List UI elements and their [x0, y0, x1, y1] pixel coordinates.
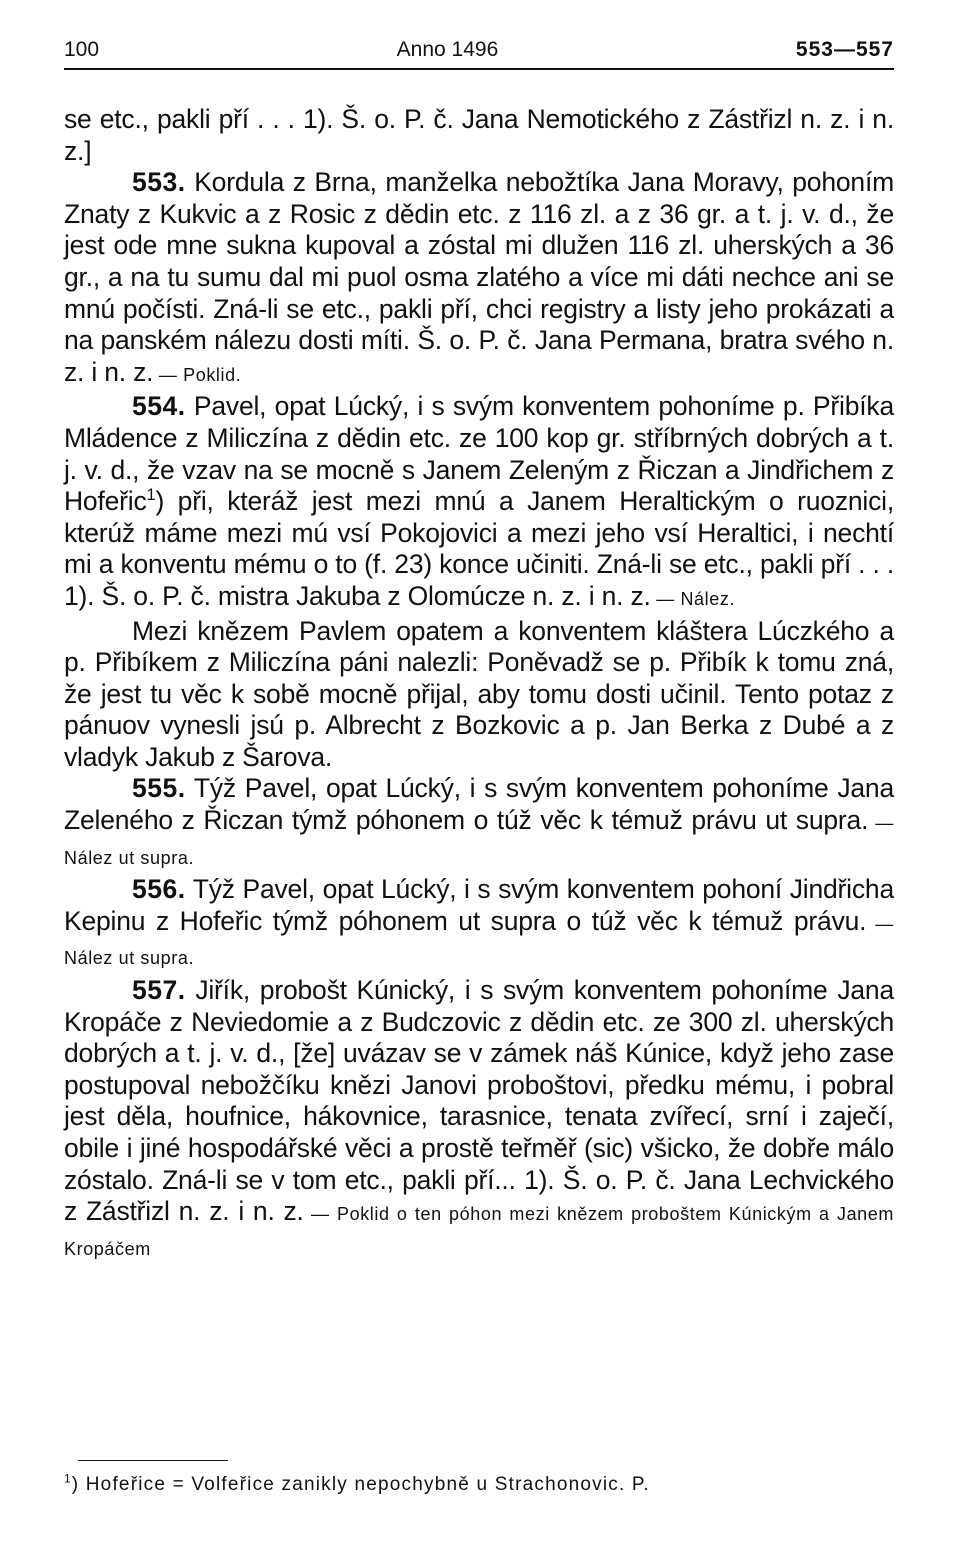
page — [64, 38, 894, 1259]
page-number: 100 — [64, 38, 100, 61]
main-text — [64, 104, 894, 1265]
entry-number: 555. — [132, 773, 186, 804]
entry-note: — Nález ut supra. — [64, 813, 894, 868]
finding-554: Mezi knězem Pavlem opatem a konventem kláštera Lúczkého a p. Přibíkem z Miliczína páni nalezli: Poněvadž se p. Přibík k tomu zná, že jest tu věc k sobě mocně přijal, aby tomu dosti učinil. Tento potaz z pánuov vynesli jsú p. Albrecht z Bozkovic a p. Jan Berka z Dubé a z vladyk Jakub z Šarova. — [64, 615, 894, 772]
footnote-text: ) Hofeřice = Volfeřice zanikly nepochybně u Strachonovic. P. — [71, 1474, 650, 1495]
entry-554 — [64, 391, 894, 615]
entry-note: — Poklid o ten póhon mezi knězem proboštem Kúnickým a Janem Kropáčem — [64, 1204, 894, 1259]
entry-note: — Poklid. — [153, 364, 242, 385]
entry-text-continued: ) při, kteráž jest mezi mnú a Janem Heraltickým o ruoznici, kterúž máme mezi mú vsí Pokojovici a mezi jeho vsí Heraltici, i nechtí mi a konventu mému o to (f. 23) konce učiniti. Zná-li se etc., pakli pří . . . 1). Š. o. P. č. mistra Jakuba z Olomúcze n. z. i n. z. — [64, 486, 894, 611]
entry-number: 554. — [132, 391, 186, 422]
footnote-ref: 1 — [146, 486, 156, 505]
entry-note: — Nález. — [650, 588, 736, 609]
footnote-mark: 1 — [64, 1472, 72, 1486]
paragraph-intro: se etc., pakli pří . . . 1). Š. o. P. č. Jana Nemotického z Zástřizl n. z. i n. z.] — [64, 104, 894, 166]
entry-text: Jiřík, probošt Kúnický, i s svým konventem pohoníme Jana Kropáče z Neviedomie a z Budczovic z dědin etc. ze 300 zl. uherských dobrých a t. j. v. d., [že] uvázav se v zámek náš Kúnice, když jeho zase postupoval nebožčíku knězi Janovi proboštovi, předku mému, i pobral jest děla, houfnice, hákovnice, tarasnice, tenata zvířecí, srní i zaječí, obile i jiné hospodářské věci a prostě teřměř (sic) všicko, že dobře málo zóstalo. Zná-li se v tom etc., pakli pří... 1). Š. o. P. č. Jana Lechvického z Zástřizl n. z. i n. z. — [64, 975, 894, 1227]
entry-text: Pavel, opat Lúcký, i s svým konventem pohoníme p. Přibíka Mládence z Miliczína z dědin etc. ze 100 kop gr. stříbrných dobrých a t. j. v. d., že vzav na se mocně s Janem Zeleným z Řiczan a Jindřichem z Hofeřic — [64, 391, 894, 517]
header-year: Anno 1496 — [396, 38, 499, 61]
entry-text: Týž Pavel, opat Lúcký, i s svým konventem pohoníme Jana Zeleného z Řiczan týmž póhonem o túž věc k témuž právu ut supra. — [64, 773, 894, 836]
entry-number: 553. — [132, 167, 186, 198]
entry-553 — [64, 167, 894, 391]
entry-557 — [64, 975, 894, 1265]
running-header — [64, 38, 894, 70]
entry-number: 556. — [132, 874, 186, 905]
footnote — [64, 1474, 894, 1496]
entry-555 — [64, 773, 894, 874]
entry-556 — [64, 874, 894, 975]
entry-text: Týž Pavel, opat Lúcký, i s svým konventem pohoní Jindřicha Kepinu z Hofeřic týmž póhonem ut supra o túž věc k témuž právu. — [64, 874, 894, 936]
entry-note: — Nález ut supra. — [64, 913, 894, 969]
entry-text: Kordula z Brna, manželka nebožtíka Jana Moravy, pohoním Znaty z Kukvic a z Rosic z dědin etc. z 116 zl. a z 36 gr. a t. j. v. d., že jest ode mne sukna kupoval a zóstal mi dlužen 116 zl. uherských a 36 gr., a na tu sumu dal mi puol osma zlatého a více mi dáti nechce ani se mnú počísti. Zná-li se etc., pakli pří, chci registry a listy jeho prokázati a na panském nálezu dosti míti. Š. o. P. č. Jana Permana, bratra svého n. z. i n. z. — [64, 167, 894, 387]
footnote-divider — [78, 1460, 228, 1461]
entry-number: 557. — [132, 975, 186, 1006]
entry-range: 553—557 — [795, 38, 894, 61]
